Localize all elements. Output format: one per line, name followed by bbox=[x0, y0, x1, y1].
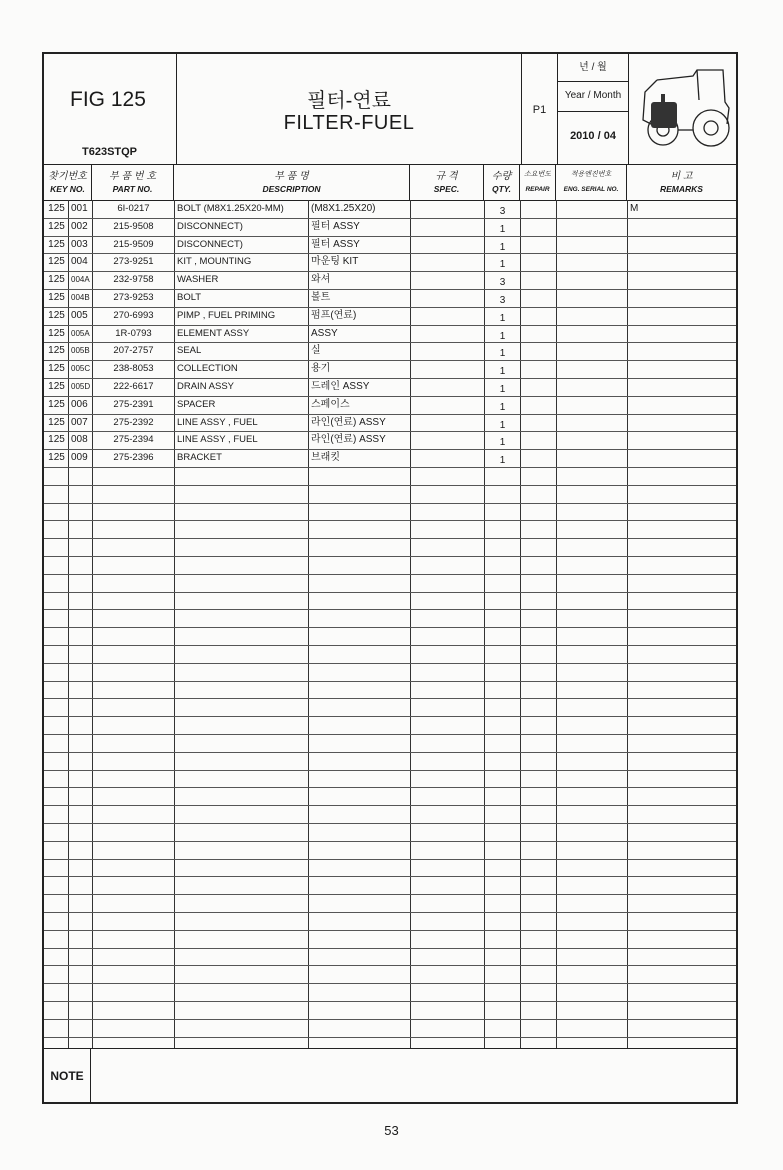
table-row bbox=[44, 876, 736, 895]
column-header bbox=[627, 164, 736, 200]
row-description-english: DISCONNECT) bbox=[177, 220, 243, 232]
row-key-number: 005A bbox=[71, 328, 90, 338]
table-row bbox=[44, 325, 736, 344]
row-description-korean: 드레인 ASSY bbox=[311, 381, 370, 392]
row-part-number: 222-6617 bbox=[113, 381, 154, 392]
table-row bbox=[44, 752, 736, 771]
column-header-english: ENG. SERIAL NO. bbox=[563, 186, 619, 193]
row-description-korean: 와셔 bbox=[311, 274, 331, 286]
row-quantity: 1 bbox=[499, 223, 506, 235]
row-quantity: 1 bbox=[499, 348, 506, 360]
parts-table bbox=[44, 200, 736, 1048]
row-figure: 125 bbox=[48, 345, 65, 357]
table-row bbox=[44, 1001, 736, 1020]
row-remarks bbox=[630, 378, 734, 396]
tractor-image-cell bbox=[629, 54, 736, 164]
column-header bbox=[174, 164, 410, 200]
row-remarks bbox=[630, 449, 734, 467]
table-row bbox=[44, 681, 736, 700]
table-row bbox=[44, 948, 736, 967]
row-key-number: 006 bbox=[71, 398, 88, 410]
column-header-english: QTY. bbox=[491, 184, 512, 194]
table-row bbox=[44, 200, 736, 219]
table-row bbox=[44, 787, 736, 806]
row-key-number: 004B bbox=[71, 293, 90, 302]
row-description-english: BOLT bbox=[177, 292, 202, 303]
table-row bbox=[44, 360, 736, 379]
table-row bbox=[44, 841, 736, 860]
row-remarks bbox=[630, 325, 734, 343]
row-figure: 125 bbox=[48, 203, 65, 214]
row-quantity: 1 bbox=[499, 419, 506, 431]
row-part-number: 1R-0793 bbox=[115, 327, 152, 339]
row-remarks bbox=[630, 271, 734, 289]
table-row bbox=[44, 485, 736, 504]
row-remarks bbox=[630, 236, 734, 254]
row-part-number: 275-2391 bbox=[113, 398, 154, 410]
row-figure: 125 bbox=[48, 327, 65, 339]
column-header-korean: 규 격 bbox=[435, 171, 458, 182]
row-remarks bbox=[630, 253, 734, 271]
row-description-english: COLLECTION bbox=[177, 363, 238, 375]
figure-number: FIG 125 bbox=[70, 88, 146, 111]
row-figure: 125 bbox=[48, 292, 65, 303]
table-row bbox=[44, 289, 736, 308]
row-remarks bbox=[630, 431, 734, 449]
row-description-korean: 필터 ASSY bbox=[311, 220, 360, 232]
row-remarks: M bbox=[630, 203, 639, 214]
table-row bbox=[44, 396, 736, 415]
row-key-number: 004 bbox=[71, 256, 88, 268]
row-description-english: KIT , MOUNTING bbox=[177, 256, 252, 268]
row-quantity: 1 bbox=[499, 437, 506, 449]
row-key-number: 003 bbox=[71, 238, 88, 250]
row-key-number: 002 bbox=[71, 220, 88, 232]
row-quantity: 1 bbox=[499, 401, 506, 413]
table-row bbox=[44, 342, 736, 361]
row-quantity: 3 bbox=[499, 295, 506, 306]
row-quantity: 1 bbox=[499, 241, 506, 253]
row-remarks bbox=[630, 360, 734, 378]
row-part-number: 238-8053 bbox=[113, 363, 154, 375]
column-header-korean: 적용엔진번호 bbox=[570, 171, 612, 178]
column-header-english: PART NO. bbox=[112, 184, 153, 194]
table-row bbox=[44, 449, 736, 468]
table-row bbox=[44, 1019, 736, 1038]
figure-cell bbox=[44, 54, 177, 164]
row-quantity: 1 bbox=[499, 455, 506, 467]
column-header bbox=[410, 164, 484, 200]
table-row bbox=[44, 307, 736, 326]
row-part-number: 232-9758 bbox=[113, 274, 154, 286]
table-row bbox=[44, 414, 736, 433]
row-description-korean: (M8X1.25X20) bbox=[311, 203, 376, 214]
table-row bbox=[44, 574, 736, 593]
row-quantity: 1 bbox=[499, 312, 506, 324]
table-row bbox=[44, 627, 736, 646]
row-figure: 125 bbox=[48, 416, 65, 428]
page-code: P1 bbox=[532, 104, 547, 116]
row-remarks bbox=[630, 218, 734, 236]
column-header-korean: 찾기번호 bbox=[48, 171, 87, 182]
sheet-header bbox=[44, 54, 736, 165]
row-key-number: 004A bbox=[71, 275, 90, 285]
row-key-number: 005D bbox=[71, 382, 90, 391]
column-header-row bbox=[44, 164, 736, 201]
row-figure: 125 bbox=[48, 274, 65, 286]
row-key-number: 005 bbox=[71, 309, 88, 321]
row-description-english: DISCONNECT) bbox=[177, 238, 243, 250]
title-cell bbox=[177, 54, 522, 164]
issue-date: 2010 / 04 bbox=[570, 130, 616, 142]
column-header-korean: 수량 bbox=[491, 171, 512, 182]
column-header-english: DESCRIPTION bbox=[262, 184, 321, 194]
row-description-english: DRAIN ASSY bbox=[177, 381, 235, 392]
row-quantity: 1 bbox=[499, 366, 506, 378]
row-description-korean: 스페이스 bbox=[311, 398, 350, 410]
row-part-number: 275-2392 bbox=[113, 416, 154, 428]
row-description-korean: 용기 bbox=[311, 363, 331, 375]
row-part-number: 215-9508 bbox=[113, 220, 154, 232]
note-label: NOTE bbox=[44, 1049, 91, 1103]
table-row bbox=[44, 378, 736, 397]
table-row bbox=[44, 983, 736, 1002]
table-row bbox=[44, 592, 736, 611]
table-row bbox=[44, 859, 736, 878]
row-description-english: PIMP , FUEL PRIMING bbox=[177, 309, 276, 321]
row-remarks bbox=[630, 342, 734, 360]
row-description-korean: 라인(연료) ASSY bbox=[311, 434, 386, 446]
row-description-english: ELEMENT ASSY bbox=[177, 327, 250, 339]
table-row bbox=[44, 503, 736, 522]
column-header bbox=[92, 164, 174, 200]
column-header bbox=[44, 164, 92, 200]
row-description-korean: 볼트 bbox=[311, 292, 331, 303]
table-row bbox=[44, 236, 736, 255]
row-description-korean: 실 bbox=[311, 345, 321, 357]
row-description-english: BRACKET bbox=[177, 452, 222, 464]
table-row bbox=[44, 663, 736, 682]
row-quantity: 3 bbox=[499, 206, 506, 217]
row-part-number: 275-2396 bbox=[113, 452, 154, 464]
row-description-korean: 필터 ASSY bbox=[311, 238, 360, 250]
table-row bbox=[44, 253, 736, 272]
row-key-number: 001 bbox=[71, 203, 88, 214]
row-description-english: BOLT (M8X1.25X20-MM) bbox=[177, 203, 284, 214]
table-row bbox=[44, 538, 736, 557]
table-row bbox=[44, 965, 736, 984]
row-key-number: 005B bbox=[71, 346, 90, 356]
row-description-english: SPACER bbox=[177, 398, 216, 410]
column-header-korean: 비 고 bbox=[670, 171, 693, 182]
row-remarks bbox=[630, 414, 734, 432]
row-quantity: 1 bbox=[499, 330, 506, 342]
column-header-korean: 부 품 번 호 bbox=[109, 171, 156, 182]
row-part-number: 273-9251 bbox=[113, 256, 154, 268]
table-row bbox=[44, 912, 736, 931]
table-row bbox=[44, 271, 736, 290]
row-remarks bbox=[630, 289, 734, 307]
row-description-english: LINE ASSY , FUEL bbox=[177, 434, 258, 446]
column-header bbox=[556, 164, 627, 200]
tractor-engine-icon bbox=[635, 62, 731, 154]
row-key-number: 005C bbox=[71, 364, 90, 374]
parts-list-sheet bbox=[42, 52, 738, 1104]
table-row bbox=[44, 467, 736, 486]
year-month-english: Year / Month bbox=[558, 81, 628, 112]
row-figure: 125 bbox=[48, 381, 65, 392]
row-key-number: 008 bbox=[71, 434, 88, 446]
column-header bbox=[520, 164, 556, 200]
table-row bbox=[44, 698, 736, 717]
row-description-korean: ASSY bbox=[311, 327, 338, 339]
row-figure: 125 bbox=[48, 398, 65, 410]
table-row bbox=[44, 823, 736, 842]
row-figure: 125 bbox=[48, 363, 65, 375]
column-header-english: REPAIR bbox=[525, 186, 550, 193]
page-code-cell bbox=[522, 54, 558, 164]
row-key-number: 009 bbox=[71, 452, 88, 464]
row-figure: 125 bbox=[48, 309, 65, 321]
row-quantity: 1 bbox=[499, 384, 506, 395]
year-month-cell bbox=[558, 54, 629, 164]
row-part-number: 273-9253 bbox=[113, 292, 154, 303]
row-figure: 125 bbox=[48, 238, 65, 250]
table-row bbox=[44, 218, 736, 237]
year-month-korean: 년 / 월 bbox=[558, 54, 628, 82]
title-korean: 필터-연료 bbox=[307, 90, 391, 112]
row-part-number: 275-2394 bbox=[113, 434, 154, 446]
table-row bbox=[44, 770, 736, 789]
table-row bbox=[44, 716, 736, 735]
row-description-english: LINE ASSY , FUEL bbox=[177, 416, 258, 428]
row-part-number: 215-9509 bbox=[113, 238, 154, 250]
row-part-number: 270-6993 bbox=[113, 309, 154, 321]
row-part-number: 207-2757 bbox=[113, 345, 154, 357]
note-section bbox=[44, 1048, 736, 1103]
table-row bbox=[44, 431, 736, 450]
column-header bbox=[484, 164, 520, 200]
row-description-korean: 펌프(연료) bbox=[311, 309, 357, 321]
model-code: T623STQP bbox=[82, 146, 138, 158]
table-row bbox=[44, 894, 736, 913]
page-number: 53 bbox=[384, 1123, 399, 1138]
column-header-english: SPEC. bbox=[433, 184, 460, 194]
row-figure: 125 bbox=[48, 434, 65, 446]
row-description-korean: 브래킷 bbox=[311, 452, 340, 464]
row-description-korean: 라인(연료) ASSY bbox=[311, 416, 386, 428]
row-description-english: WASHER bbox=[177, 274, 219, 286]
row-figure: 125 bbox=[48, 220, 65, 232]
row-quantity: 1 bbox=[499, 259, 506, 271]
column-header-korean: 부 품 명 bbox=[274, 171, 309, 182]
table-row bbox=[44, 609, 736, 628]
row-figure: 125 bbox=[48, 256, 65, 268]
row-description-korean: 마운팅 KIT bbox=[311, 256, 359, 268]
table-row bbox=[44, 930, 736, 949]
column-header-english: KEY NO. bbox=[50, 184, 85, 194]
table-row bbox=[44, 805, 736, 824]
row-quantity: 3 bbox=[499, 277, 506, 289]
row-remarks bbox=[630, 307, 734, 325]
row-remarks bbox=[630, 396, 734, 414]
title-english: FILTER-FUEL bbox=[283, 112, 415, 134]
column-header-korean: 소요번도 bbox=[523, 171, 552, 178]
row-figure: 125 bbox=[48, 452, 65, 464]
table-row bbox=[44, 520, 736, 539]
column-header-english: REMARKS bbox=[660, 184, 703, 194]
row-key-number: 007 bbox=[71, 416, 88, 428]
table-row bbox=[44, 645, 736, 664]
row-part-number: 6I-0217 bbox=[117, 203, 150, 214]
table-row bbox=[44, 734, 736, 753]
table-row bbox=[44, 556, 736, 575]
row-description-english: SEAL bbox=[177, 345, 202, 357]
